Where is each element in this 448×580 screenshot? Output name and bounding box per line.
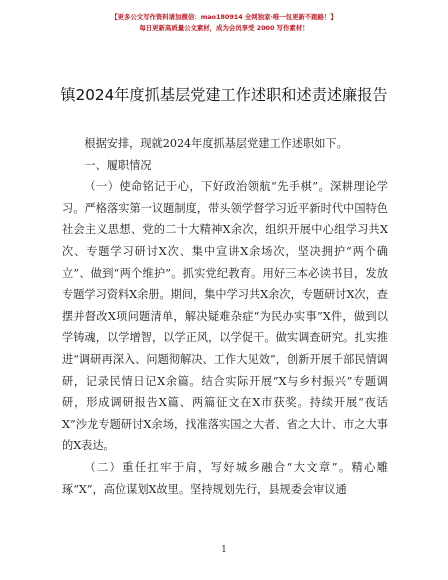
document-body [62,133,388,500]
paragraph-2 [62,457,388,500]
page-number: 1 [221,545,227,555]
paragraph-2-lead: （二）重任扛牢于肩，写好城乡融合“大文章”。 [84,460,352,474]
promo-banner [0,12,448,34]
document-title: 镇2024年度抓基层党建工作述职和述责述廉报告 [60,86,388,104]
paragraph-1-text: 深耕理论学习。严格落实第一议题制度，带头领学督学习近平新时代中国特色社会主义思想、党的二十大精神X余次，组织开展中心组学习共X次、专题学习研讨X次、集中宣讲X余场次，坚决拥护“两个确立”、做到“两个维护”。抓实党纪教育。用好三本必读书目，发放专题学习资料X余册。期间，集中学习共X余次，专题研讨X次，查摆并督改X项问题清单，解决疑难杂症“为民办实事”X件，做到以学铸魂，以学增智，以学正风，以学促干。做实调查研究。扎实推进“调研再深入、问题彻解决、工作大见效”，创新开展千部民情调研，记录民情日记X余篇。结合实际开展“X与乡村振兴”专题调研，形成调研报告X篇、两篇征文在X市获奖。持续开展“夜话X”沙龙专题研讨X余场，找准落实国之大者、省之大计、市之大事的X表达。 [62,180,388,453]
paragraph-1 [62,176,388,457]
section-heading: 一、履职情况 [84,158,152,172]
paragraph-2-text: 精心雕琢“X”，高位谋划X故里。坚持规划先行，县规委会审议通 [62,460,388,496]
promo-line-1: 【更多公文写作资料请加微信：mao180914 全网独家·唯一包更新不跑路！】 [111,13,337,21]
intro-paragraph: 根据安排，现就2024年度抓基层党建工作述职如下。 [84,137,348,150]
promo-line-2: 每日更新高质量公文素材，成为会员享受 2000 写作素材！ [139,24,309,32]
paragraph-1-lead: （一）使命铭记于心，下好政治领航“先手棋”。 [84,180,331,194]
